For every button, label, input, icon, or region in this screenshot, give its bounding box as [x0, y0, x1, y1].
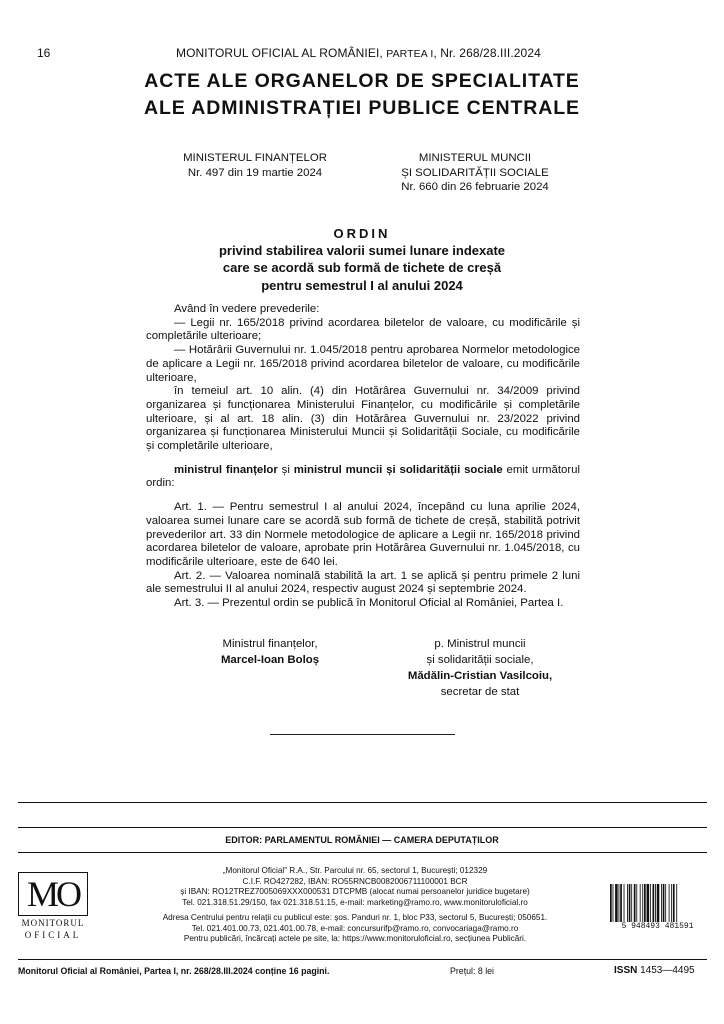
page-number: 16: [37, 46, 51, 60]
order-title: [0, 242, 724, 294]
order-title-line1: privind stabilirea valorii sumei lunare indexate: [218, 243, 506, 258]
issue-info: Monitorul Oficial al României, Partea I, nr. 268/28.III.2024 conține 16 pagini.: [18, 966, 330, 976]
issuer-left: [160, 151, 350, 180]
preamble-basis: în temeiul art. 10 alin. (4) din Hotărârea Guvernului nr. 34/2009 privind organizarea și funcționarea Ministerului Finanțelor, cu modificările și completările ulterioare, și al art. 18 alin. (3) din Hotărârea Guvernului nr. 23/2022 privind organizarea și funcționarea Ministerului Muncii și Solidarității Sociale, cu modificările și completările ulterioare,: [146, 385, 580, 453]
signature-right-title: secretar de stat: [440, 686, 520, 698]
preamble-hg: — Hotărârii Guvernului nr. 1.045/2018 pentru aprobarea Normelor metodologice de aplicare a Legii nr. 165/2018 privind acordarea biletelor de valoare, cu modificările ulterioare,: [146, 344, 580, 384]
signature-right: [380, 636, 580, 700]
order-title-line2: care se acordă sub formă de tichete de creșă: [222, 260, 502, 276]
issuing-clause: [146, 464, 580, 491]
monitorul-oficial-logo: [18, 872, 88, 944]
article-2: Art. 2. — Valoarea nominală stabilită la art. 1 se aplică și pentru primele 2 luni ale semestrului II al anului 2024, respectiv august 2024 și septembrie 2024.: [146, 569, 580, 596]
issuer-minister-labour: ministrul muncii și solidarității sociale: [293, 463, 503, 476]
order-heading: ORDIN: [333, 226, 391, 241]
issn-value: 1453—4495: [637, 965, 695, 976]
section-title-line2: ALE ADMINISTRAȚIEI PUBLICE CENTRALE: [144, 97, 580, 119]
footer-divider-top: [18, 802, 707, 803]
signature-right-role1: p. Ministrul muncii: [434, 638, 526, 650]
issuer-right-name2: ȘI SOLIDARITĂȚII SOCIALE: [401, 166, 549, 179]
signature-left-role: Ministrul finanțelor,: [222, 638, 318, 650]
section-title-line1: ACTE ALE ORGANELOR DE SPECIALITATE: [144, 70, 580, 92]
signature-left-name: Marcel-Ioan Boloș: [220, 654, 320, 666]
publisher-line3: și IBAN: RO12TREZ7005069XXX000531 DTCPMB (alocat numai persoanelor juridice bugetare): [180, 887, 530, 896]
issuer-right-name1: MINISTERUL MUNCII: [418, 152, 532, 164]
bottom-divider: [18, 959, 707, 960]
publisher-line1: „Monitorul Oficial” R.A., Str. Parcului nr. 65, sectorul 1, București; 012329: [222, 866, 488, 875]
logo-mark: MO: [18, 872, 88, 916]
barcode-number: 5 948493 481591: [605, 922, 710, 931]
preamble-intro: Având în vedere prevederile:: [174, 303, 320, 315]
running-title-pre: MONITORUL OFICIAL AL ROMÂNIEI,: [176, 46, 387, 60]
preamble-law: — Legii nr. 165/2018 privind acordarea biletelor de valoare, cu modificările și completările ulterioare;: [146, 316, 580, 343]
signature-right-name: Mădălin-Cristian Vasilcoiu,: [407, 670, 553, 682]
issuer-left-number: Nr. 497 din 19 martie 2024: [187, 166, 323, 179]
footer-divider-editor-top: [18, 827, 707, 828]
publisher-info: [110, 866, 600, 945]
order-title-line3: pentru semestrul I al anului 2024: [261, 277, 463, 293]
issuer-right: [380, 151, 570, 195]
issuing-rest: emit următorul ordin:: [146, 463, 581, 490]
article-1: Art. 1. — Pentru semestrul I al anului 2024, începând cu luna aprilie 2024, valoarea sumei lunare care se acordă sub formă de tichete de creșă, stabilită potrivit prevederilor art. 33 din Normele metodologice de aplicare a Legii nr. 165/2018 privind acordarea biletelor de valoare, aprobate prin Hotărârea Guvernului nr. 1.045/2018, cu modificările ulterioare, este de 640 lei.: [146, 501, 580, 568]
footer-divider-editor-bottom: [18, 852, 707, 853]
logo-text-line1: MONITORUL: [21, 918, 85, 928]
publisher-line2: C.I.F. RO427282, IBAN: RO55RNCB0082006711100001 BCR: [242, 876, 468, 886]
end-divider: [270, 734, 455, 735]
article-3: Art. 3. — Prezentul ordin se publică în Monitorul Oficial al României, Partea I.: [174, 597, 564, 610]
signature-left: [170, 636, 370, 668]
issuer-right-number: Nr. 660 din 26 februarie 2024: [401, 181, 549, 193]
publisher-line4: Tel. 021.318.51.29/150, fax 021.318.51.15, e-mail: marketing@ramo.ro, www.monitoruloficial.ro: [182, 897, 528, 907]
issn: [614, 965, 695, 976]
preamble: [146, 303, 580, 611]
section-title: [0, 68, 724, 122]
publisher-line7: Pentru publicări, încărcați actele pe site, la: https://www.monitoruloficial.ro, secțiunea Publicări.: [183, 934, 527, 943]
price: Prețul: 8 lei: [450, 966, 495, 976]
logo-text-line2: OFICIAL: [24, 930, 82, 940]
issuer-left-name: MINISTERUL FINANȚELOR: [183, 152, 327, 164]
issuer-minister-finance: ministrul finanțelor: [174, 463, 278, 476]
footer-editor: EDITOR: PARLAMENTUL ROMÂNIEI — CAMERA DEPUTAȚILOR: [225, 835, 499, 845]
issn-label: ISSN: [614, 965, 638, 976]
publisher-line6: Tel. 021.401.00.73, 021.401.00.78, e-mail: concursurifp@ramo.ro, convocariaga@ramo.ro: [191, 923, 519, 933]
signature-right-role2: și solidarității sociale,: [426, 654, 534, 666]
issuing-and: și: [277, 463, 294, 476]
publisher-line5: Adresa Centrului pentru relații cu publicul este: șos. Panduri nr. 1, bloc P33, sectorul 5, București; 050651.: [162, 913, 548, 922]
running-title-post: , Nr. 268/28.III.2024: [433, 46, 541, 60]
running-title-part: PARTEA I: [386, 48, 434, 60]
running-header: [176, 46, 541, 60]
